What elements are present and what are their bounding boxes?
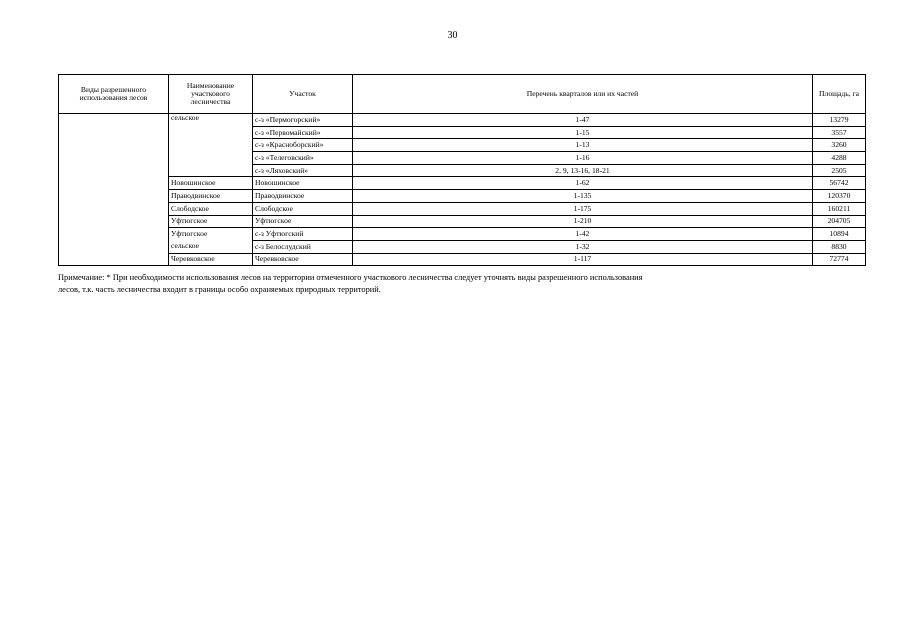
quarters-cell: 1-117 xyxy=(353,253,813,266)
quarters-cell: 1-16 xyxy=(353,152,813,165)
area-cell: 56742 xyxy=(813,177,866,190)
table-row xyxy=(59,202,866,215)
footnote xyxy=(58,272,858,295)
quarters-cell: 1-15 xyxy=(353,126,813,139)
quarters-cell: 1-47 xyxy=(353,114,813,127)
area-cell: 4288 xyxy=(813,152,866,165)
plot-cell: с-з Белослудский xyxy=(253,240,353,253)
quarters-cell: 1-62 xyxy=(353,177,813,190)
quarters-cell: 1-13 xyxy=(353,139,813,152)
table-row xyxy=(59,114,866,127)
quarters-cell: 1-42 xyxy=(353,228,813,241)
district-cell-continued: сельское xyxy=(169,240,253,253)
table-header-row xyxy=(59,75,866,114)
plot-cell: Новошинское xyxy=(253,177,353,190)
district-cell: Новошинское xyxy=(169,177,253,190)
plot-cell: Уфтюгское xyxy=(253,215,353,228)
table-row xyxy=(59,240,866,253)
plot-cell: с-з «Красноборский» xyxy=(253,139,353,152)
quarters-cell: 1-135 xyxy=(353,190,813,203)
quarters-cell: 2, 9, 13-16, 18-21 xyxy=(353,164,813,177)
district-cell: Черевковское xyxy=(169,253,253,266)
plot-cell: с-з «Первомайский» xyxy=(253,126,353,139)
quarters-cell: 1-175 xyxy=(353,202,813,215)
header-area: Площадь, га xyxy=(813,75,866,114)
area-cell: 120370 xyxy=(813,190,866,203)
header-quarters: Перечень кварталов или их частей xyxy=(353,75,813,114)
plot-cell: с-з «Телеговский» xyxy=(253,152,353,165)
table-row xyxy=(59,190,866,203)
area-cell: 204705 xyxy=(813,215,866,228)
forest-use-table xyxy=(58,74,866,266)
area-cell: 72774 xyxy=(813,253,866,266)
table-row xyxy=(59,253,866,266)
table-row xyxy=(59,228,866,241)
footnote-line: Примечание: * При необходимости использования лесов на территории отмеченного участкового лесничества следует уточнять виды разрешенного использования xyxy=(58,273,643,282)
area-cell: 160211 xyxy=(813,202,866,215)
footnote-line: лесов, т.к. часть лесничества входит в границы особо охраняемых природных территорий. xyxy=(58,284,381,294)
page-number: 30 xyxy=(447,30,458,41)
plot-cell: с-з «Пермогорский» xyxy=(253,114,353,127)
plot-cell: с-з «Ляховский» xyxy=(253,164,353,177)
use-type-cell xyxy=(59,114,169,266)
district-cell: Уфтюгское xyxy=(169,215,253,228)
header-district: Наименование участкового лесничества xyxy=(169,75,253,114)
header-use-type: Виды разрешенного использования лесов xyxy=(59,75,169,114)
area-cell: 3557 xyxy=(813,126,866,139)
plot-cell: Праводвинское xyxy=(253,190,353,203)
area-cell: 10894 xyxy=(813,228,866,241)
area-cell: 8830 xyxy=(813,240,866,253)
area-cell: 3260 xyxy=(813,139,866,152)
plot-cell: Черевковское xyxy=(253,253,353,266)
district-cell: Уфтюгское xyxy=(169,228,253,241)
district-cell: Слободское xyxy=(169,202,253,215)
district-cell: Праводвинское xyxy=(169,190,253,203)
plot-cell: с-з Уфтюгский xyxy=(253,228,353,241)
plot-cell: Слободское xyxy=(253,202,353,215)
quarters-cell: 1-32 xyxy=(353,240,813,253)
table-row xyxy=(59,177,866,190)
area-cell: 13279 xyxy=(813,114,866,127)
district-cell: сельское xyxy=(169,114,253,177)
area-cell: 2505 xyxy=(813,164,866,177)
header-plot: Участок xyxy=(253,75,353,114)
quarters-cell: 1-210 xyxy=(353,215,813,228)
table-row xyxy=(59,215,866,228)
